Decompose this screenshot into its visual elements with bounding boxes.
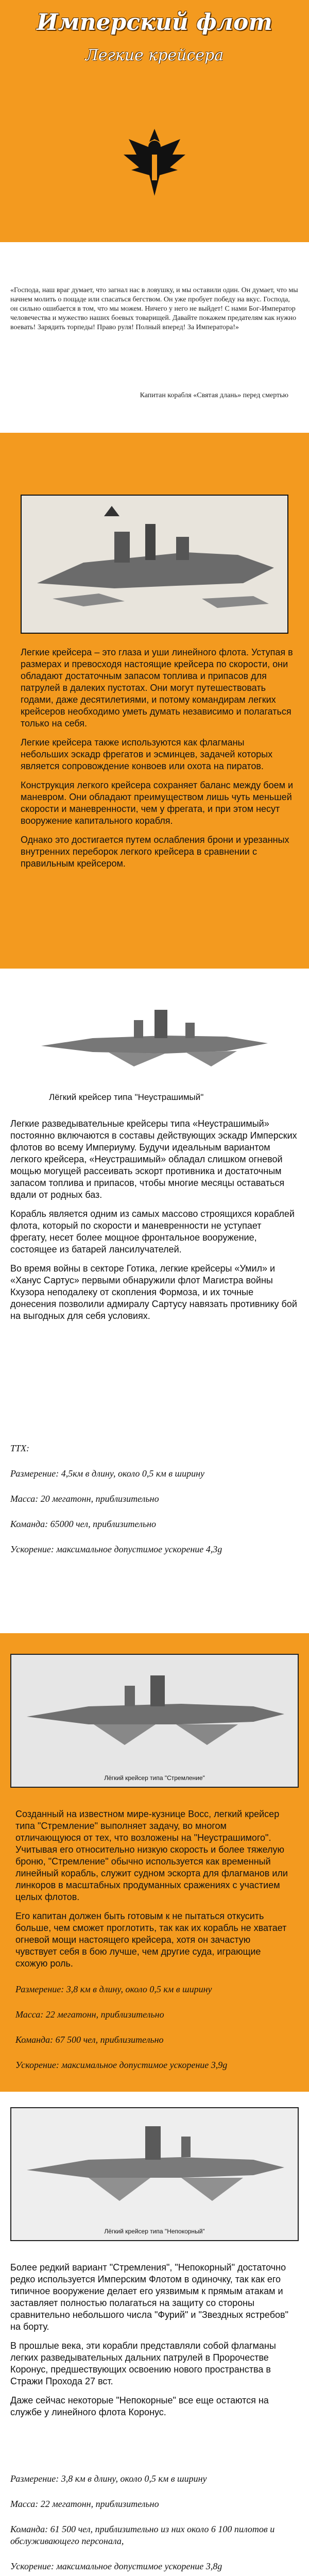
ship3-paragraph: В прошлые века, эти корабли представляли собой флагманы легких разведывательных дальних патрулей в Пророчестве Коронус, предшествующих освоению нового пространства в Стражи Прохода 27 вст.: [10, 2341, 276, 2386]
stat-line: Масса: 20 мегатонн, приблизительно: [10, 1494, 159, 1504]
ship3-illustration-frame: [10, 2107, 299, 2241]
stat-line: Масса: 22 мегатонн, приблизительно: [10, 2499, 159, 2509]
stat-line: Команда: 67 500 чел, приблизительно: [15, 2035, 164, 2045]
ship2-caption: Лёгкий крейсер типа "Стремление": [104, 1774, 205, 1782]
ship3-paragraph: Более редкий вариант "Стремления", "Непокорный" достаточно редко используется Имперским Флотом в одиночку, так как его типичное вооружение делает его уязвимым к прямым атакам и заставляет полностью полагаться на защиту со стороны сравнительно небольшого числа "Фурий" и "Звездных ястребов" на борту.: [10, 2262, 288, 2332]
section1-text: [21, 647, 294, 877]
dauntless-cruiser-illustration: [31, 994, 278, 1082]
ship3-caption: Лёгкий крейсер типа "Непокорный": [104, 2228, 205, 2235]
stat-line: Команда: 65000 чел, приблизительно: [10, 1519, 157, 1529]
stat-line: Ускорение: максимальное допустимое ускорение 4,3g: [10, 1544, 222, 1554]
section1-paragraph: Легкие крейсера – это глаза и уши линейного флота. Уступая в размерах и превосходя настоящие крейсера по скорости, они обладают достаточным запасом топлива и припасов для патрулей в далеких пустотах. Они могут путешествовать годами, даже десятилетиями, и потому командирам легких крейсеров необходимо уметь думать независимо и полагаться только на себя.: [21, 647, 293, 728]
page-title: Имперский флот: [37, 9, 272, 36]
quote-text: «Господа, наш враг думает, что загнал нас в ловушку, и мы оставили один. Он думает, что мы начнем молить о пощаде или спасаться бегством. Он уже пробует победу на вкус. Господа, он сильно ошибается в том, что мы можем. Ничего у него не выйдет! С нами Бог-Император человечества и мужество наших боевых товарищей. Давайте покажем предателям как нужно воевать! Зарядить торпеды! Право руля! Полный вперед! За Императора!»: [10, 286, 298, 331]
ship2-stats: [15, 1984, 294, 2071]
stat-line: Масса: 22 мегатонн, приблизительно: [15, 2009, 164, 2020]
ship1-text: [10, 1118, 299, 1329]
quote-panel: [0, 242, 309, 433]
stat-line: Ускорение: максимальное допустимое ускорение 3,9g: [15, 2060, 228, 2070]
ttx-label: ТТХ:: [10, 1443, 30, 1453]
ship2-text: [15, 1808, 294, 1977]
stat-line: Размерение: 3,8 км в длину, около 0,5 км в ширину: [10, 2473, 207, 2484]
ship2-illustration-frame: [10, 1654, 299, 1788]
ship1-paragraph: Корабль является одним из самых массово строящихся кораблей флота, который по скорости и маневренности не уступает фрегату, несет более мощное фронтальное вооружение, состоящее из батарей лансилучателей.: [10, 1209, 295, 1255]
ship3-text: [10, 2262, 299, 2426]
ship1-caption: Лёгкий крейсер типа "Неустрашимый": [49, 1092, 204, 1102]
defiant-cruiser-illustration: [11, 2108, 298, 2222]
stat-line: Размерение: 3,8 км в длину, около 0,5 км в ширину: [15, 1984, 212, 1994]
stat-line: Ускорение: максимальное допустимое ускорение 3,8g: [10, 2561, 222, 2571]
battlefleet-illustration: [22, 496, 287, 633]
header-band: [0, 0, 309, 242]
ship2-paragraph: Созданный на известном мире-кузнице Восс, легкий крейсер типа "Стремление" выполняет задачу, во многом отличающуюся от тех, что возложены на "Неустрашимого". Учитывая его относительно низкую скорость и более тяжелую броню, "Стремление" обычно используется как временный линейный корабль, служит судном эскорта для флагманов или линкоров в масштабных продуманных сражениях с участием целых флотов.: [15, 1809, 288, 1902]
stat-line: Команда: 61 500 чел, приблизительно из них около 6 100 пилотов и обслуживающего персонала,: [10, 2524, 275, 2546]
ship3-stats: [10, 2473, 299, 2572]
ship2-paragraph: Его капитан должен быть готовым к не пытаться откусить больше, чем сможет проглотить, так как их корабль не хватает огневой мощи настоящего крейсера, хотя он зачастую чувствует себя в бою лучше, чем другие суда, играющие схожую роль.: [15, 1911, 287, 1969]
ship-illustration-frame: [21, 495, 288, 634]
ship1-paragraph: Во время войны в секторе Готика, легкие крейсеры «Умил» и «Ханус Сартус» первыми обнаружили флот Магистра войны Кхузора неподалеку от скопления Формоза, и их точные донесения позволили адмиралу Сартусу навязать противнику бой на выгодных для себя условиях.: [10, 1263, 297, 1321]
imperial-eagle-icon: [118, 118, 191, 201]
section1-paragraph: Легкие крейсера также используются как флагманы небольших эскадр фрегатов и эсминцев, задачей которых является сопровождение конвоев или охота на пиратов.: [21, 737, 273, 771]
ship3-paragraph: Даже сейчас некоторые "Непокорные" все еще остаются на службе у линейного флота Коронус.: [10, 2395, 269, 2417]
stat-line: Размерение: 4,5км в длину, около 0,5 км в ширину: [10, 1468, 205, 1479]
ship1-stats: [10, 1443, 299, 1555]
section1-paragraph: Однако это достигается путем ослабления брони и урезанных внутренних переборок легкого крейсера в сравнении с правильным крейсером.: [21, 835, 289, 869]
ship1-paragraph: Легкие разведывательные крейсеры типа «Неустрашимый» постоянно включаются в составы действующих эскадр Имперских флотов во всему Империуму. Будучи идеальным вариантом легкого крейсера, «Неустрашимый» обладал слишком огневой мощью могущей рассеивать эскорт противника и достаточным запасом топлива и припасов, чтобы многие месяцы оставаться вдали от родных баз.: [10, 1118, 297, 1200]
endeavour-cruiser-illustration: [11, 1655, 298, 1768]
quote-signature: Капитан корабля «Святая длань» перед смертью: [140, 392, 288, 399]
page-subtitle: Легкие крейсера: [85, 46, 224, 64]
section1-paragraph: Конструкция легкого крейсера сохраняет баланс между боем и маневром. Они обладают преимуществом лишь чуть меньшей скорости и маневренности, чем у фрегата, и при этом несут вооружение капитального корабля.: [21, 780, 294, 826]
